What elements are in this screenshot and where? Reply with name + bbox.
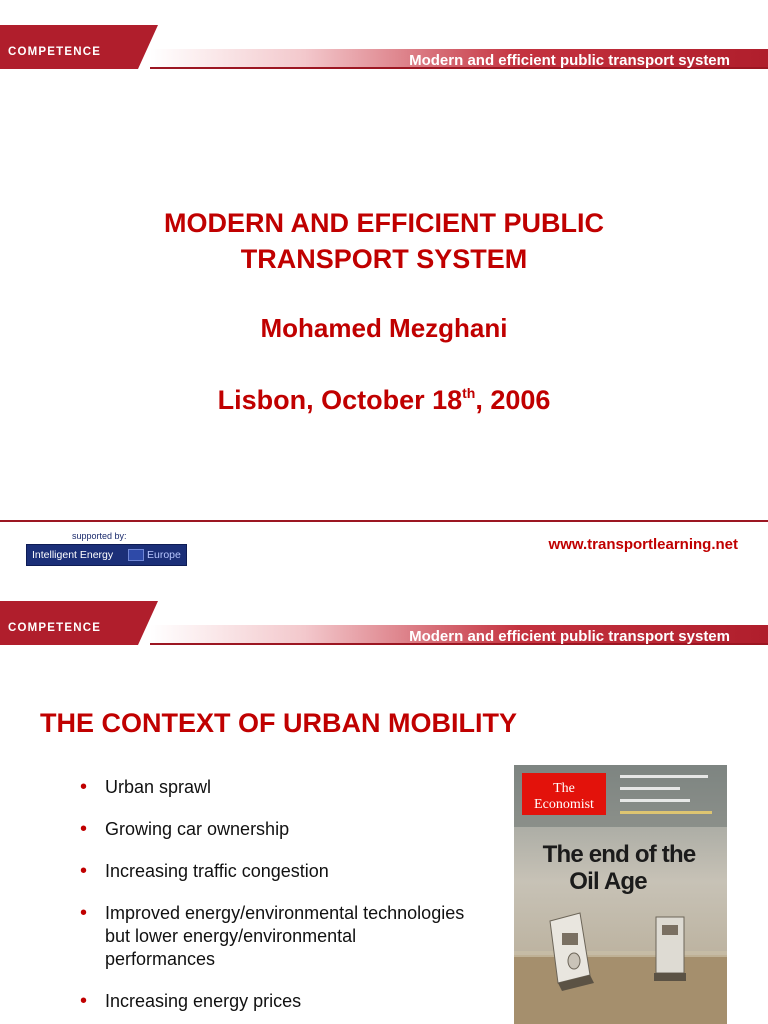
bullet-item: • Increasing traffic congestion (80, 860, 329, 882)
intelligent-energy-europe-logo (26, 544, 187, 566)
bullet-item: • Urban sprawl (80, 776, 212, 798)
title-line-1: MODERN AND EFFICIENT PUBLIC (164, 208, 604, 238)
masthead-line-1: The (553, 781, 575, 796)
event-date (0, 385, 768, 416)
supported-by-label: supported by: (72, 531, 127, 541)
header-title: Modern and efficient public transport system (409, 52, 730, 69)
bullet-icon: • (80, 902, 88, 924)
masthead-line-2: Economist (534, 797, 594, 812)
title-line-2: TRANSPORT SYSTEM (240, 244, 528, 274)
bullet-item: • Improved energy/environmental technologies but lower energy/environmental performances (80, 902, 465, 969)
cover-headline-1: The end of the (542, 841, 696, 868)
date-prefix: Lisbon, October 18 (217, 385, 463, 415)
header-title: Modern and efficient public transport system (409, 628, 730, 645)
bullet-icon: • (80, 990, 88, 1012)
presentation-title (0, 205, 768, 277)
eu-flag-icon (128, 549, 144, 561)
competence-brand: COMPETENCE (8, 622, 102, 634)
slide-header (0, 601, 768, 645)
bullet-icon: • (80, 776, 88, 798)
bullet-icon: • (80, 818, 88, 840)
bullet-icon: • (80, 860, 88, 882)
logo-text-left: Intelligent Energy (32, 549, 114, 561)
slide-header (0, 25, 768, 69)
logo-text-right: Europe (147, 549, 181, 561)
competence-brand: COMPETENCE (8, 46, 102, 58)
author-name: Mohamed Mezghani (260, 313, 508, 343)
slide-title: THE CONTEXT OF URBAN MOBILITY (40, 708, 517, 738)
bullet-item: • Increasing energy prices (80, 990, 302, 1012)
context-slide (0, 576, 768, 1024)
date-suffix: , 2006 (475, 385, 551, 415)
footer-rule (0, 520, 768, 522)
website-link[interactable]: www.transportlearning.net (548, 536, 738, 553)
date-ordinal: th (462, 385, 476, 401)
bullet-item: • Growing car ownership (80, 818, 290, 840)
fuel-pump-right (654, 917, 686, 981)
economist-magazine-cover (514, 765, 727, 1024)
cover-headline-2: Oil Age (569, 868, 647, 895)
bullet-list (80, 776, 500, 1024)
